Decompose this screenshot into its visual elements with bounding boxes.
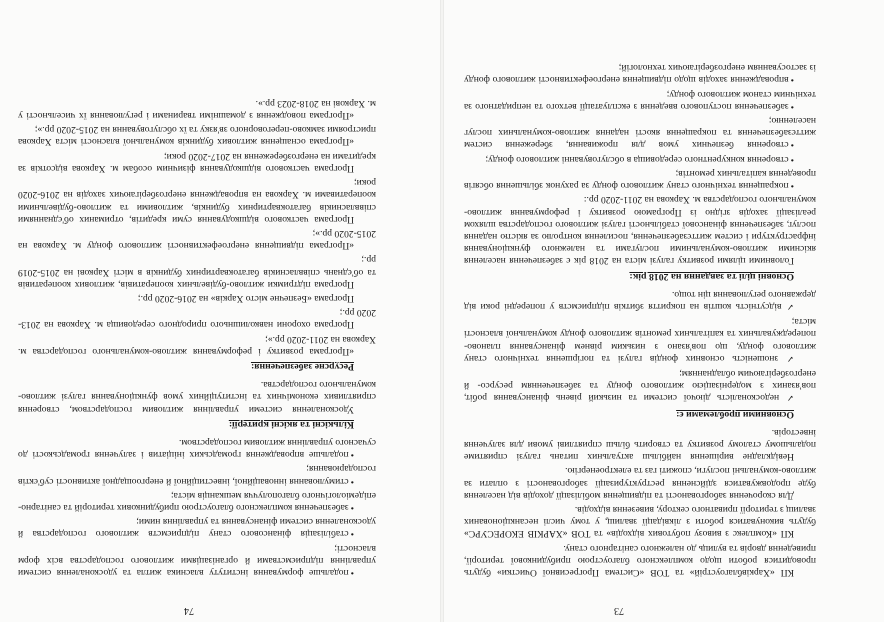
list-item: ✓ відсутність коштів на покриття збитків підприємств у попередні роки від державного регулювання цін тощо. — [464, 288, 816, 313]
section-heading: Основними проблемами є: — [676, 408, 794, 420]
paragraph: Невідкладне вирішення найбільш актуальних питань галузі сприятиме подальшому сталому розвитку та створить більш сприятливі умови для залучення інвесторів. — [464, 426, 816, 463]
list-item: • подальше впровадження громадських ініціатив і залучення громадськості до сучасного управління житловим господарством. — [18, 436, 376, 460]
section-heading: Ресурсне забезпечення: — [250, 360, 354, 372]
list-item: ✓ зношеність основних фондів галузі та погіршення технічного стану житлового фонду, що пов'язано з низьким рівнем фінансування планово-попереджувальних та капітальних ремонтів житлового фонду комунальної власності міста; — [464, 315, 816, 365]
program-item: Програма часткового відшкодування суми кредитів, отриманих об'єднаннями співвласників багатоквартирних будинків, житловими та житлово-будівельними кооперативами м. Харкова на впровадження енергозберігаючих заходів на 2016-2020 роки; — [18, 177, 376, 225]
list-item: ✓ недосконалість діючої системи та низький рівень фінансування робіт, пов'язаних з модернізацією житлового фонду та забезпеченням ресурсо- й енергозберігаючим обладнанням; — [464, 367, 816, 405]
list-item: • подальше формування інституту власника житла та удосконалення системи управління підприємствами й організаціями житлового господарства всіх форм власності; — [18, 541, 376, 578]
list-item: • стимулювання інноваційної, інвестиційної й енергоощадної активності суб'єктів господарювання; — [18, 462, 376, 486]
page-number: 73 — [614, 605, 624, 616]
program-item: «Програма оснащення житлових будинків комунальної власності міста Харкова пристроями замково-переговорного зв'язку та їх обслуговування на 2015-2020 рр.»; — [18, 124, 376, 148]
list-item: • впровадження заходів щодо підвищення енергоефективності житлового фонду із застосуванням енергозберігаючих технологій; — [464, 61, 816, 85]
list-item: • покращення технічного стану житлового фонду за рахунок збільшення обсягів проведення капітальних ремонтів; — [464, 167, 816, 191]
list-item: • забезпечення комплексного благоустрою прибудинкових територій та санітарно-епідеміологічного благополуччя мешканців міста; — [18, 489, 376, 513]
section-heading: Основні цілі та завдання на 2018 рік: — [629, 270, 794, 282]
page-number: 74 — [184, 605, 194, 616]
list-item: • створення безпечних умов для проживання, збереження систем життєзабезпечення та покращення якості надання житлово-комунальних послуг населенню; — [464, 114, 816, 151]
program-item: Програма часткового відшкодування фізичним особам м. Харкова відсотків за кредитами на енергозбереження на 2017-2020 роки; — [18, 150, 376, 174]
page-73-body — [464, 59, 816, 578]
program-item: Програма охорони навколишнього природного середовища м. Харкова на 2013-2020 рр.; — [18, 307, 376, 331]
program-item: «Програма підвищення енергоефективності житлового фонду м. Харкова на 2015-2020 рр.»; — [18, 227, 376, 252]
program-item: Програма «Безпечне місто Харків» на 2016-2020 рр.; — [137, 292, 354, 304]
list-item: • створення конкурентного середовища в обслуговуванні житлового фонду; — [464, 153, 816, 165]
paragraph: Для скорочення заборгованості та підвищення мобілізації доходів від населення буде продовжуватися здійснення реструктуризації заборгованості з оплати за житлово-комунальні послуги, спожиті газ та електроенергію. — [464, 465, 816, 501]
paragraph: КП «Харківблагоустрій» та ТОВ «Система Прогресивної Очистки» будуть проводитися роботи щодо комплексного благоустрою прибудинкової території, приведення дворів та вулиць до належного санітарного стану. — [464, 542, 816, 578]
program-item: Програма підтримки житлово-будівельних кооперативів, житлових кооперативів та об'єднань співвласників багатоквартирних будинків в місті Харкові на 2015-2019 рр.; — [18, 254, 376, 290]
paragraph: КП «Комплекс з вивозу побутових відходів» та ТОВ «ХАРКІВ ЕКОРЕСУРС» будуть виконуватися роботи з ліквідації звалищ, у тому числі несанкціонованих звалищ з території приватного сектору, вивезення відходів. — [464, 503, 816, 540]
list-item: • стабілізація фінансового стану підприємств житлового господарства й удосконалення системи фінансування та управління ними; — [18, 515, 376, 539]
program-item: «Програма поводження з домашніми тваринами і регулювання їх чисельності у м. Харкові на 2018-2023 рр.». — [18, 97, 376, 122]
program-item: «Програма розвитку і реформування житлово-комунального господарства м. Харкова на 2011-2020 рр.»; — [18, 333, 376, 357]
list-item: • забезпечення поступового введення з експлуатації ветхого та непридатного за технічним станом житлового фонду; — [464, 87, 816, 111]
section-heading: Кількісні та якісні критерії: — [228, 418, 354, 430]
paragraph: Удосконалення системи управління житловим господарством, створення сприятливих економічних та інституційних умов функціонування галузі житлово-комунального господарства. — [18, 379, 376, 415]
page-74-body — [18, 95, 376, 578]
paragraph: Головними цілями розвитку галузі міста на 2018 рік є забезпечення населення якісними житлово-комунальними послугами та належного функціонування інфраструктури і систем життєзабезпечення, посилення контролю за якістю надання послуг, забезпечення фінансової стабільності галузі житлового господарства шляхом реалізації заходів згідно із Програмою розвитку і реформування житлово-комунального господарства м. Харкова на 2011-2020 рр.: — [464, 194, 816, 267]
